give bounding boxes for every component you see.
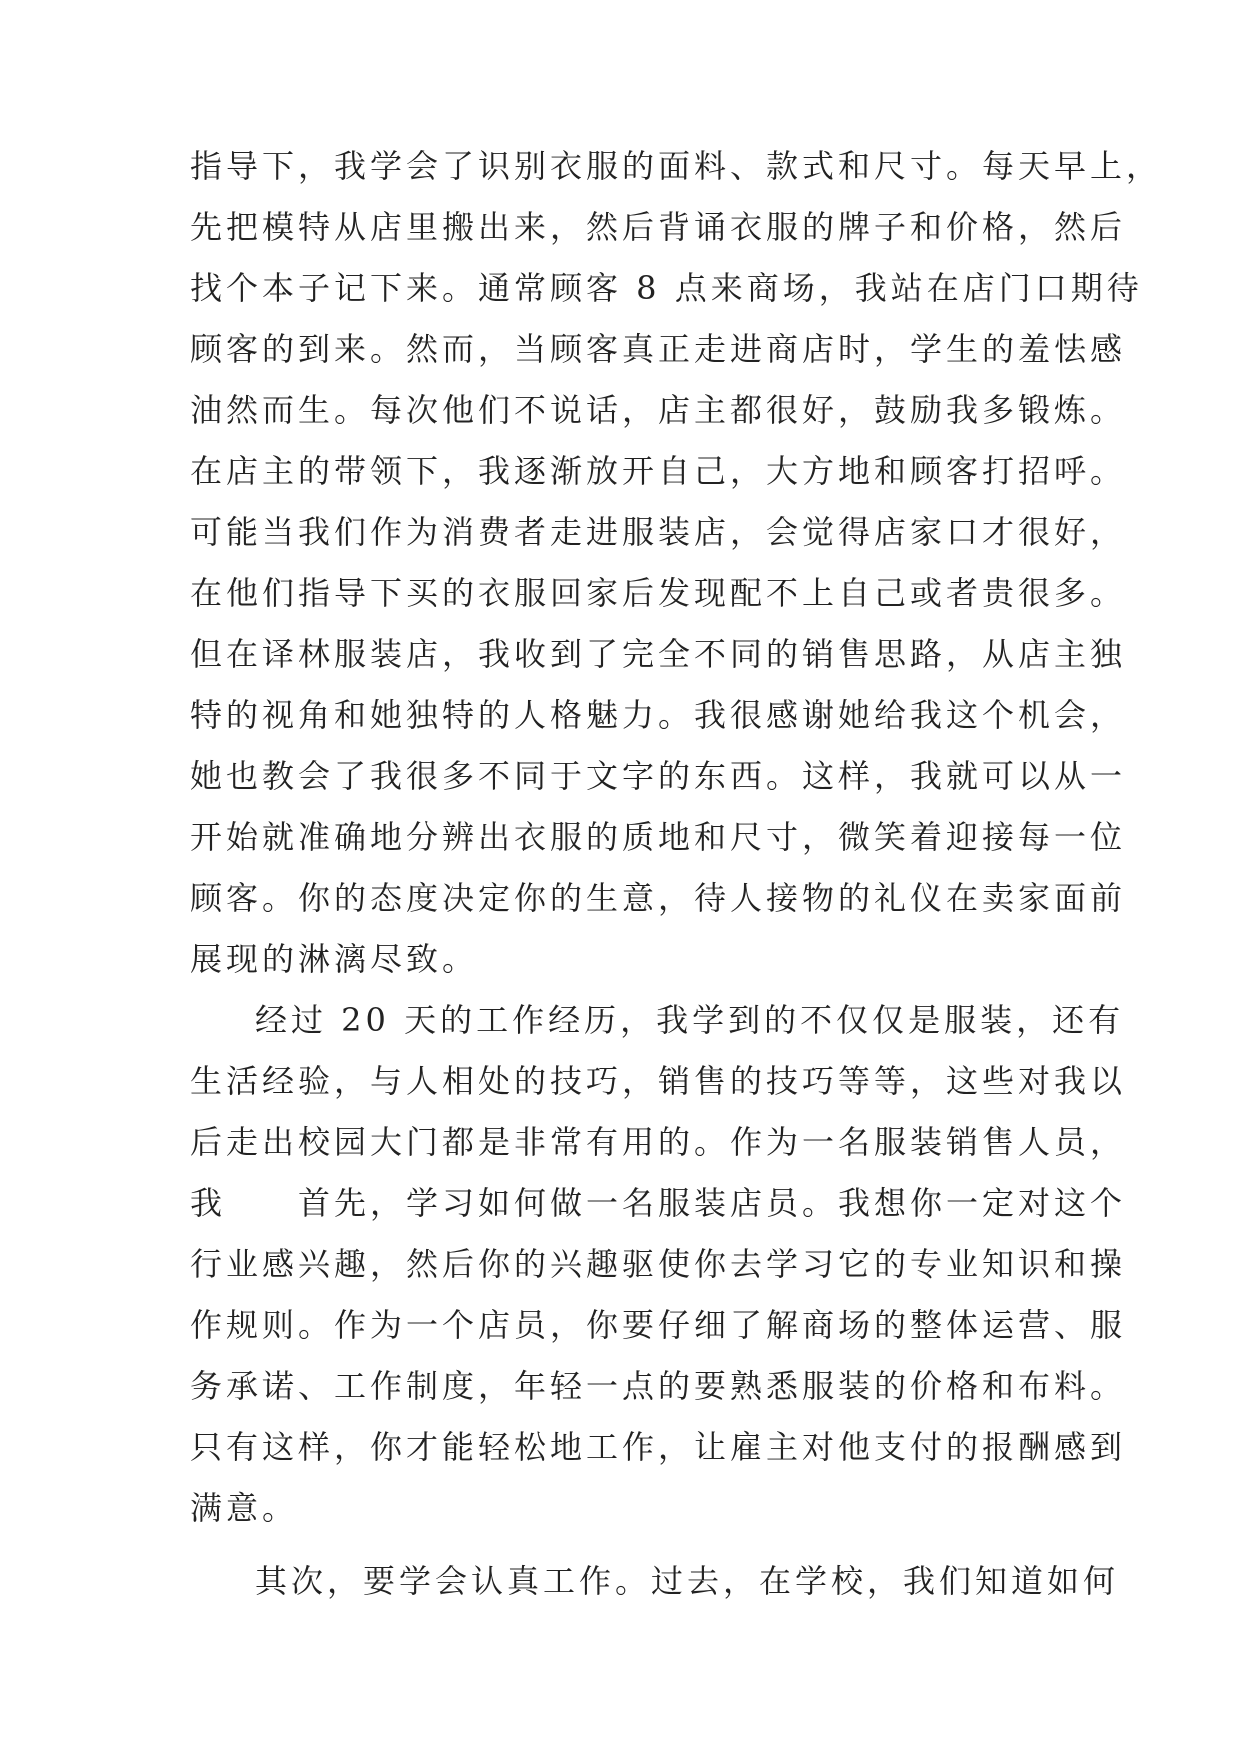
text-line: 顾客。你的态度决定你的生意，待人接物的礼仪在卖家面前 xyxy=(190,879,1127,917)
text-line: 行业感兴趣，然后你的兴趣驱使你去学习它的专业知识和操 xyxy=(190,1245,1127,1283)
text-line: 务承诺、工作制度，年轻一点的要熟悉服装的价格和布料。 xyxy=(190,1367,1127,1405)
text-line: 特的视角和她独特的人格魅力。我很感谢她给我这个机会， xyxy=(190,696,1127,734)
text-line: 后走出校园大门都是非常有用的。作为一名服装销售人员， xyxy=(190,1123,1127,1161)
text-line: 我 首先，学习如何做一名服装店员。我想你一定对这个 xyxy=(190,1184,1127,1222)
text-line: 顾客的到来。然而，当顾客真正走进商店时，学生的羞怯感 xyxy=(190,330,1127,368)
text-line: 指导下，我学会了识别衣服的面料、款式和尺寸。每天早上， xyxy=(190,147,1163,185)
text-line: 她也教会了我很多不同于文字的东西。这样，我就可以从一 xyxy=(190,757,1127,795)
text-line: 但在译林服装店，我收到了完全不同的销售思路，从店主独 xyxy=(190,635,1127,673)
text-line: 开始就准确地分辨出衣服的质地和尺寸，微笑着迎接每一位 xyxy=(190,818,1127,856)
text-line: 先把模特从店里搬出来，然后背诵衣服的牌子和价格，然后 xyxy=(190,208,1127,246)
text-line: 展现的淋漓尽致。 xyxy=(190,940,479,978)
text-line: 其次，要学会认真工作。过去，在学校，我们知道如何 xyxy=(255,1562,1120,1600)
text-line: 在店主的带领下，我逐渐放开自己，大方地和顾客打招呼。 xyxy=(190,452,1127,490)
text-line: 经过 20 天的工作经历，我学到的不仅仅是服装，还有 xyxy=(255,1001,1125,1039)
text-line: 在他们指导下买的衣服回家后发现配不上自己或者贵很多。 xyxy=(190,574,1127,612)
text-line: 满意。 xyxy=(190,1489,299,1527)
text-line: 只有这样，你才能轻松地工作，让雇主对他支付的报酬感到 xyxy=(190,1428,1127,1466)
text-line: 找个本子记下来。通常顾客 8 点来商场，我站在店门口期待 xyxy=(190,269,1143,307)
text-line: 生活经验，与人相处的技巧，销售的技巧等等，这些对我以 xyxy=(190,1062,1127,1100)
text-line: 可能当我们作为消费者走进服装店，会觉得店家口才很好， xyxy=(190,513,1127,551)
text-line: 油然而生。每次他们不说话，店主都很好，鼓励我多锻炼。 xyxy=(190,391,1127,429)
text-line: 作规则。作为一个店员，你要仔细了解商场的整体运营、服 xyxy=(190,1306,1127,1344)
